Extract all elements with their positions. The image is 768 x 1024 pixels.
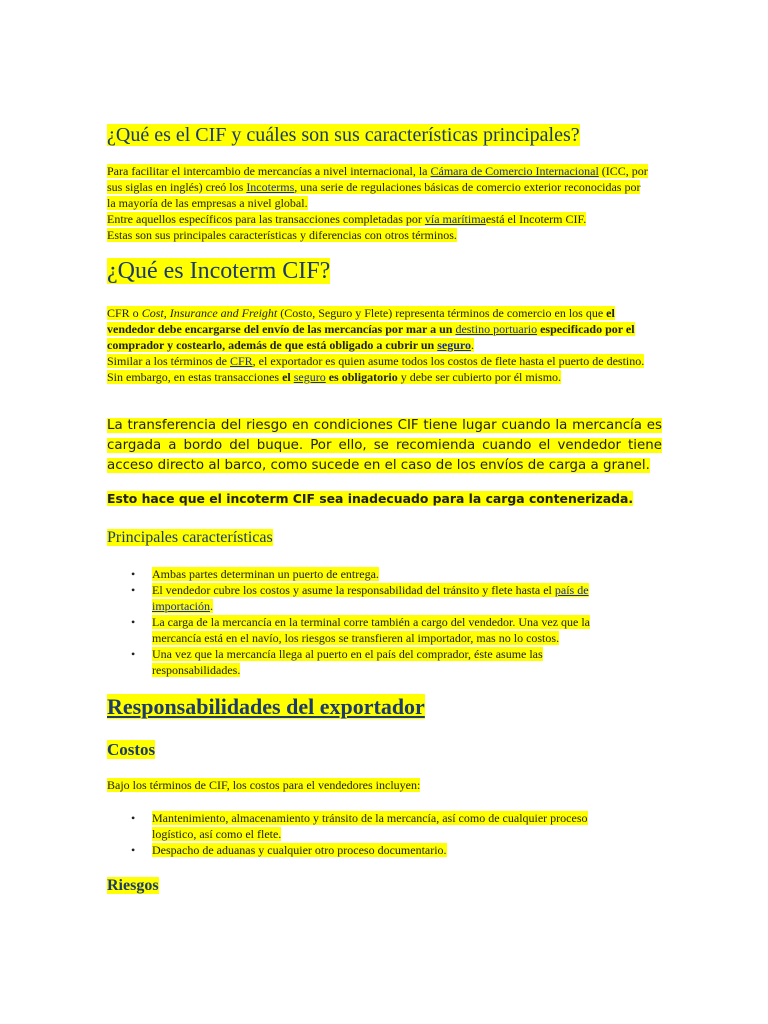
heading-risks: Riesgos bbox=[107, 877, 159, 894]
characteristics-list bbox=[107, 566, 627, 678]
insurance-mandatory: Sin embargo, en estas transacciones el seguro es obligatorio y debe ser cubierto por él mismo. bbox=[107, 370, 562, 384]
list-item: • Ambas partes determinan un puerto de entrega. bbox=[131, 567, 379, 581]
characteristics-text: Estas son sus principales características y diferencias con otros términos. bbox=[107, 228, 457, 242]
list-item: • El vendedor cubre los costos y asume la responsabilidad del tránsito y flete hasta el país de importación. bbox=[131, 583, 589, 613]
bullet-icon: • bbox=[131, 583, 136, 597]
link-cfr[interactable]: CFR bbox=[229, 354, 253, 368]
bullet-icon: • bbox=[131, 647, 136, 661]
intro-paragraph bbox=[107, 163, 652, 243]
heading-exporter-responsibilities: Responsabilidades del exportador bbox=[107, 694, 425, 719]
risk-transfer-paragraph: La transferencia del riesgo en condiciones CIF tiene lugar cuando la mercancía es cargada a bordo del buque. Por ello, se recomienda cuando el vendedor tiene acceso directo al barco, como sucede en el caso de los envíos de carga a granel. bbox=[107, 418, 662, 473]
maritime-text: Entre aquellos específicos para las transacciones completadas por vía marítimaestá el Incoterm CIF. bbox=[107, 212, 587, 226]
cfr-definition: CFR o Cost, Insurance and Freight (Costo, Seguro y Flete) representa términos de comercio en los que el vendedor debe encargarse del envío de las mercancías por mar a un destino portuario especificado por el comprador y costearlo, además de que está obligado a cubrir un seguro. bbox=[107, 306, 635, 352]
heading-what-is-cif: ¿Qué es el CIF y cuáles son sus características principales? bbox=[107, 124, 580, 146]
link-destino-portuario[interactable]: destino portuario bbox=[455, 322, 538, 336]
bullet-icon: • bbox=[131, 615, 136, 629]
list-item: • Una vez que la mercancía llega al puerto en el país del comprador, éste asume las responsabilidades. bbox=[131, 647, 543, 677]
list-item: • La carga de la mercancía en la terminal corre también a cargo del vendedor. Una vez que la mercancía está en el navío, los riesgos se transfieren al importador, mas no lo costos. bbox=[131, 615, 590, 645]
intro-text: Para facilitar el intercambio de mercancías a nivel internacional, la Cámara de Comercio Internacional (ICC, por sus siglas en inglés) creó los Incoterms, una serie de regulaciones básicas de comercio exterior reconocidas por la mayoría de las empresas a nivel global. bbox=[107, 164, 648, 210]
link-seguro[interactable]: seguro bbox=[437, 338, 472, 352]
list-item: • Mantenimiento, almacenamiento y tránsito de la mercancía, así como de cualquier proceso logístico, así como el flete. bbox=[131, 811, 588, 841]
heading-incoterm-cif: ¿Qué es Incoterm CIF? bbox=[107, 258, 331, 284]
container-note: Esto hace que el incoterm CIF sea inadecuado para la carga contenerizada. bbox=[107, 491, 634, 506]
heading-costs: Costos bbox=[107, 740, 156, 759]
link-icc[interactable]: Cámara de Comercio Internacional bbox=[430, 164, 599, 178]
cif-definition-paragraph bbox=[107, 305, 652, 385]
heading-main-characteristics: Principales características bbox=[107, 529, 273, 546]
list-item: • Despacho de aduanas y cualquier otro proceso documentario. bbox=[131, 843, 447, 857]
costs-list bbox=[107, 810, 627, 858]
bullet-icon: • bbox=[131, 567, 136, 581]
link-incoterms[interactable]: Incoterms bbox=[246, 180, 295, 194]
link-via-maritima[interactable]: vía marítima bbox=[424, 212, 486, 226]
cfr-similar: Similar a los términos de CFR, el exportador es quien asume todos los costos de flete hasta el puerto de destino. bbox=[107, 354, 645, 368]
link-pais-importacion[interactable]: país de importación bbox=[152, 583, 589, 613]
bullet-icon: • bbox=[131, 811, 136, 825]
costs-intro: Bajo los términos de CIF, los costos para el vendedores incluyen: bbox=[107, 778, 421, 792]
bullet-icon: • bbox=[131, 843, 136, 857]
link-seguro-2[interactable]: seguro bbox=[293, 370, 326, 384]
